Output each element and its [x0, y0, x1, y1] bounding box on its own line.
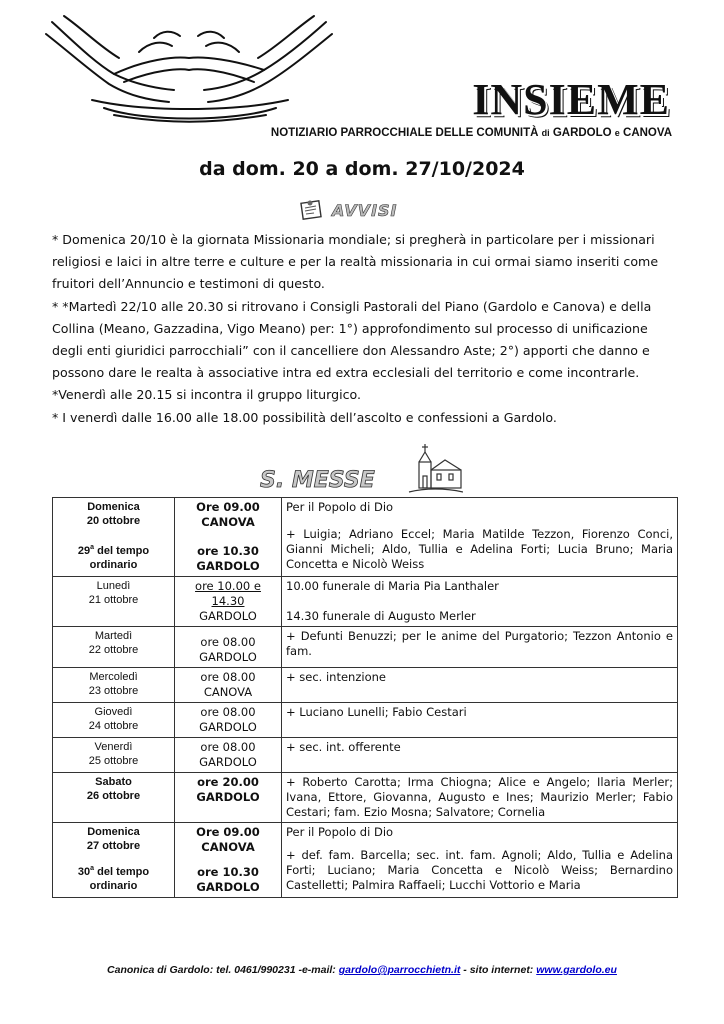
mass-place: GARDOLO	[196, 790, 260, 804]
subtitle-e: e	[614, 128, 620, 138]
time-cell	[175, 773, 282, 823]
footer-canonica: Canonica di Gardolo: tel. 0461/990231 -e-mail:	[107, 964, 339, 976]
subtitle-di: di	[541, 128, 550, 138]
newsletter-subtitle	[180, 127, 672, 139]
intention-text: + def. fam. Barcella; sec. int. fam. Agnoli; Aldo, Tullia e Adelina Forti; Luciano; Maria Concetta e Nicolò Weiss; Bernardino Castelletti; Palmira Raffaeli; Lucchi Vottorio e Maria	[286, 848, 673, 892]
intention-cell	[282, 668, 678, 703]
intention-cell	[282, 498, 678, 577]
church-icon	[405, 442, 463, 494]
avvisi-title: AVVISI	[332, 200, 398, 220]
notice-item: * *Martedì 22/10 alle 20.30 si ritrovano i Consigli Pastorali del Piano (Gardolo e Canova) e della Collina (Meano, Gazzadina, Vigo Meano) per: 1°) approfondimento sul processo di unificazione degli enti giuridici parrocchiali” con il cancelliere don Alessandro Aste; 2°) apporti che danno e possono dare le realta à associative intra ed extra ecclesiali del territorio e come incontrarle.	[52, 298, 652, 381]
intention-text: + Luigia; Adriano Eccel; Maria Matilde Tezzon, Fiorenzo Conci, Gianni Micheli; Aldo, Tullia e Adelina Forti; Lucia Bruno; Maria Concetta e Nicolò Weiss	[286, 527, 673, 571]
day-date: 23 ottobre	[88, 685, 139, 697]
mass-time: 14.30	[211, 594, 245, 608]
time-cell	[175, 668, 282, 703]
newsletter-title: INSIEME	[472, 75, 670, 124]
intention-text: + Roberto Carotta; Irma Chiogna; Alice e Angelo; Ilaria Merler; Ivana, Ettore, Giovanna, Augusto e Ines; Maurizio Merler; Fabio Cestari; fam. Ezio Mosna; Salvatore; Cornelia	[286, 775, 673, 819]
liturgical-period: ordinario	[89, 559, 138, 571]
messe-title: S. MESSE	[260, 468, 375, 493]
mass-place: GARDOLO	[196, 880, 260, 894]
day-date: 21 ottobre	[88, 594, 139, 606]
mass-place: GARDOLO	[199, 720, 257, 734]
mass-place: GARDOLO	[199, 609, 257, 623]
intention-cell	[282, 577, 678, 627]
intention-text: Per il Popolo di Dio	[286, 825, 394, 839]
mass-time: Ore 09.00	[196, 825, 260, 839]
day-cell	[53, 823, 175, 898]
day-date: 25 ottobre	[88, 755, 139, 767]
table-row	[53, 703, 678, 738]
mass-time: ore 10.30	[197, 544, 259, 558]
footer-contacts	[0, 964, 724, 976]
subtitle-place-1: GARDOLO	[552, 127, 612, 139]
mass-time: ore 08.00	[200, 635, 256, 649]
day-name: Domenica	[87, 501, 140, 513]
mass-place: GARDOLO	[199, 650, 257, 664]
day-name: Sabato	[95, 776, 132, 788]
notices-list	[52, 229, 677, 429]
day-name: Martedì	[94, 630, 133, 642]
mass-time: ore 10.00 e	[195, 579, 261, 593]
time-cell	[175, 627, 282, 668]
time-cell	[175, 577, 282, 627]
mass-place: CANOVA	[201, 840, 255, 854]
day-name: Lunedì	[96, 580, 131, 592]
table-row	[53, 498, 678, 577]
mass-place: CANOVA	[203, 685, 253, 699]
footer-sito: - sito internet:	[460, 964, 537, 976]
liturgical-period: ordinario	[89, 880, 138, 892]
liturgical-week: 30$^a$ del tempo	[77, 865, 150, 878]
day-cell	[53, 773, 175, 823]
mass-time: ore 08.00	[200, 670, 256, 684]
day-date: 22 ottobre	[88, 644, 139, 656]
mass-schedule-table	[52, 497, 678, 898]
intention-text: 14.30 funerale di Augusto Merler	[286, 609, 476, 623]
website-link[interactable]: www.gardolo.eu	[536, 964, 617, 976]
time-cell	[175, 738, 282, 773]
day-cell	[53, 668, 175, 703]
subtitle-main: NOTIZIARIO PARROCCHIALE DELLE COMUNITÀ	[270, 127, 539, 139]
intention-cell	[282, 703, 678, 738]
day-name: Venerdì	[94, 741, 133, 753]
intention-cell	[282, 627, 678, 668]
intention-text: + Luciano Lunelli; Fabio Cestari	[286, 705, 467, 719]
time-cell	[175, 703, 282, 738]
time-cell	[175, 498, 282, 577]
day-cell	[53, 703, 175, 738]
subtitle-place-2: CANOVA	[623, 127, 672, 139]
table-row	[53, 668, 678, 703]
table-row	[53, 577, 678, 627]
avvisi-heading	[300, 198, 398, 222]
praying-hands-icon	[44, 12, 334, 124]
intention-text: + sec. intenzione	[286, 670, 386, 684]
mass-time: ore 10.30	[197, 865, 259, 879]
table-row	[53, 738, 678, 773]
intention-text: Per il Popolo di Dio	[286, 500, 394, 514]
day-name: Domenica	[87, 826, 140, 838]
mass-place: CANOVA	[201, 515, 255, 529]
day-name: Mercoledì	[89, 671, 138, 683]
day-cell	[53, 627, 175, 668]
day-name: Giovedì	[94, 706, 133, 718]
intention-text: + sec. int. offerente	[286, 740, 401, 754]
intention-cell	[282, 738, 678, 773]
intention-cell	[282, 773, 678, 823]
notice-pin-icon	[300, 199, 324, 221]
mass-place: GARDOLO	[196, 559, 260, 573]
email-link[interactable]: gardolo@parrocchietn.it	[338, 964, 461, 976]
time-cell	[175, 823, 282, 898]
day-cell	[53, 577, 175, 627]
intention-text: 10.00 funerale di Maria Pia Lanthaler	[286, 579, 499, 593]
mass-place: GARDOLO	[199, 755, 257, 769]
mass-time: ore 08.00	[200, 705, 256, 719]
table-row	[53, 627, 678, 668]
mass-time: Ore 09.00	[196, 500, 260, 514]
date-range: da dom. 20 a dom. 27/10/2024	[199, 158, 525, 180]
table-row	[53, 823, 678, 898]
mass-time: ore 20.00	[197, 775, 259, 789]
mass-time: ore 08.00	[200, 740, 256, 754]
notice-item: *Venerdì alle 20.15 si incontra il gruppo liturgico.	[52, 387, 362, 403]
intention-text: + Defunti Benuzzi; per le anime del Purgatorio; Tezzon Antonio e fam.	[286, 629, 673, 658]
day-date: 27 ottobre	[86, 840, 141, 852]
table-row	[53, 773, 678, 823]
day-date: 24 ottobre	[88, 720, 139, 732]
intention-cell	[282, 823, 678, 898]
day-date: 26 ottobre	[86, 790, 141, 802]
day-cell	[53, 498, 175, 577]
day-cell	[53, 738, 175, 773]
day-date: 20 ottobre	[86, 515, 141, 527]
notice-item: * I venerdì dalle 16.00 alle 18.00 possibilità dell’ascolto e confessioni a Gardolo.	[52, 409, 557, 425]
notice-item: * Domenica 20/10 è la giornata Missionaria mondiale; si pregherà in particolare per i missionari religiosi e laici in altre terre e culture e per la realtà missionaria in cui ormai siamo inseriti come fruitori dell’Annuncio e testimoni di questo.	[52, 232, 659, 292]
liturgical-week: 29$^a$ del tempo	[77, 544, 150, 557]
